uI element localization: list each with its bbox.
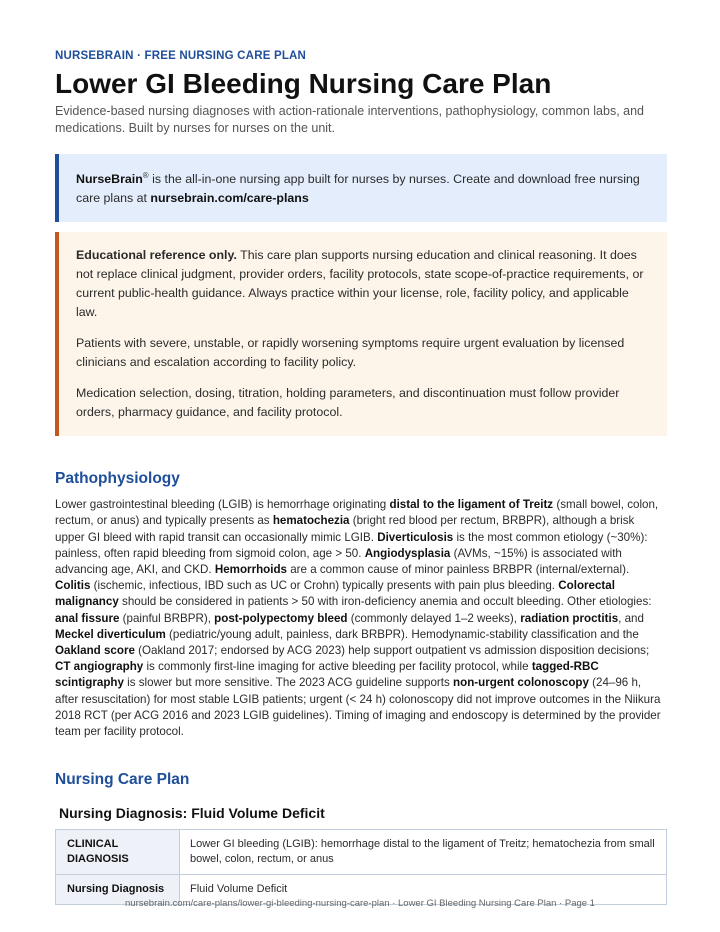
- row-value: Lower GI bleeding (LGIB): hemorrhage distal to the ligament of Treitz; hematochezia from small bowel, colon, rectum, or anus: [180, 830, 667, 875]
- row-label: Nursing Diagnosis: [56, 875, 180, 905]
- row-label: CLINICAL DIAGNOSIS: [56, 830, 180, 875]
- promo-link[interactable]: nursebrain.com/care-plans: [150, 191, 309, 206]
- emphasis-term: non-urgent colonoscopy: [453, 676, 589, 690]
- body-text-segment: should be considered in patients > 50 with iron-deficiency anemia and occult bleeding. Other etiologies:: [118, 595, 652, 609]
- emphasis-term: Angiodysplasia: [364, 546, 451, 560]
- emphasis-term: Hemorrhoids: [214, 562, 287, 576]
- page: [55, 48, 667, 905]
- disclaimer-lead: Educational reference only.: [76, 248, 237, 263]
- emphasis-term: distal to the ligament of Treitz: [389, 498, 554, 512]
- table-row: [56, 830, 667, 875]
- emphasis-term: Colorectal malignancy: [55, 579, 615, 609]
- emphasis-term: radiation proctitis: [520, 611, 619, 625]
- registered-mark: ®: [142, 171, 149, 180]
- disclaimer-paragraph-3: Medication selection, dosing, titration, holding parameters, and discontinuation must follow provider orders, pharmacy guidance, and facility protocol.: [76, 386, 620, 420]
- body-text-segment: is the most common etiology (~30%): painless, often rapid bleeding from sigmoid colon, age > 50.: [55, 530, 648, 560]
- body-text-segment: is slower but more sensitive. The 2023 ACG guideline supports: [123, 676, 454, 690]
- pathophysiology-heading: Pathophysiology: [55, 470, 180, 488]
- body-text-segment: (painful BRBPR),: [119, 611, 215, 625]
- row-value: Fluid Volume Deficit: [180, 875, 667, 905]
- nursing-care-plan-heading: Nursing Care Plan: [55, 771, 190, 789]
- pathophysiology-body: [55, 497, 667, 740]
- body-text-segment: (24–96 h, after resuscitation) for most stable LGIB patients; urgent (< 24 h) colonoscopy did not improve outcomes in the Niikura 2018 RCT (per ACG 2016 and 2023 LGIB guidelines). Timing of imaging and endoscopy is determined by the provider team per facility protocol.: [55, 676, 661, 738]
- emphasis-term: Colitis: [55, 579, 91, 593]
- eyebrow: NURSEBRAIN · FREE NURSING CARE PLAN: [55, 50, 307, 62]
- emphasis-term: post-polypectomy bleed: [214, 611, 348, 625]
- emphasis-term: Diverticulosis: [377, 530, 454, 544]
- body-text-segment: (Oakland 2017; endorsed by ACG 2023) help support outpatient vs admission disposition decisions;: [134, 643, 650, 657]
- disclaimer-paragraph-1: [76, 246, 651, 322]
- body-text-segment: , and: [618, 611, 644, 625]
- disclaimer-paragraph-2: Patients with severe, unstable, or rapidly worsening symptoms require urgent evaluation by licensed clinicians and escalation according to facility policy.: [76, 336, 625, 370]
- page-title: Lower GI Bleeding Nursing Care Plan: [55, 68, 552, 99]
- page-subtitle: Evidence-based nursing diagnoses with action-rationale interventions, pathophysiology, common labs, and medications. Built by nurses for nurses on the unit.: [55, 104, 645, 135]
- emphasis-term: hematochezia: [272, 514, 350, 528]
- brand-name: NurseBrain: [76, 172, 143, 187]
- body-text-segment: (small bowel, colon, rectum, or anus) and typically presents as: [55, 498, 659, 528]
- body-text-segment: (AVMs, ~15%) is associated with advancing age, AKI, and CKD.: [55, 546, 622, 576]
- emphasis-term: tagged-RBC scintigraphy: [55, 660, 599, 690]
- emphasis-term: CT angiography: [55, 660, 144, 674]
- disclaimer-text-1: This care plan supports nursing education and clinical reasoning. It does not replace clinical judgment, provider orders, facility protocols, state scope-of-practice requirements, or current public-health guidance. Always practice within your license, role, facility policy, and applicable law.: [76, 248, 644, 320]
- nursing-diagnosis-heading: Nursing Diagnosis: Fluid Volume Deficit: [59, 805, 325, 822]
- body-text-segment: (bright red blood per rectum, BRBPR), although a brisk upper GI bleed with rapid transit can occasionally mimic LGIB.: [55, 514, 635, 544]
- body-text-segment: (commonly delayed 1–2 weeks),: [347, 611, 521, 625]
- page-footer: nursebrain.com/care-plans/lower-gi-bleeding-nursing-care-plan · Lower GI Bleeding Nursing Care Plan · Page 1: [125, 898, 595, 909]
- body-text-segment: (ischemic, infectious, IBD such as UC or Crohn) typically presents with pain plus bleeding.: [90, 579, 559, 593]
- body-text-segment: (pediatric/young adult, painless, dark BRBPR). Hemodynamic-stability classification and the: [165, 627, 639, 641]
- disclaimer-callout: [55, 232, 667, 436]
- emphasis-term: anal fissure: [55, 611, 120, 625]
- promo-callout: [55, 154, 667, 222]
- emphasis-term: Meckel diverticulum: [55, 627, 166, 641]
- promo-text: is the all-in-one nursing app built for nurses by nurses. Create and download free nursing care plans at: [76, 172, 640, 206]
- body-text-segment: are a common cause of minor painless BRBPR (internal/external).: [287, 562, 630, 576]
- diagnosis-table: [55, 829, 667, 905]
- body-text-segment: is commonly first-line imaging for active bleeding per facility protocol, while: [143, 660, 532, 674]
- body-text-segment: Lower gastrointestinal bleeding (LGIB) is hemorrhage originating: [55, 498, 390, 512]
- emphasis-term: Oakland score: [55, 643, 135, 657]
